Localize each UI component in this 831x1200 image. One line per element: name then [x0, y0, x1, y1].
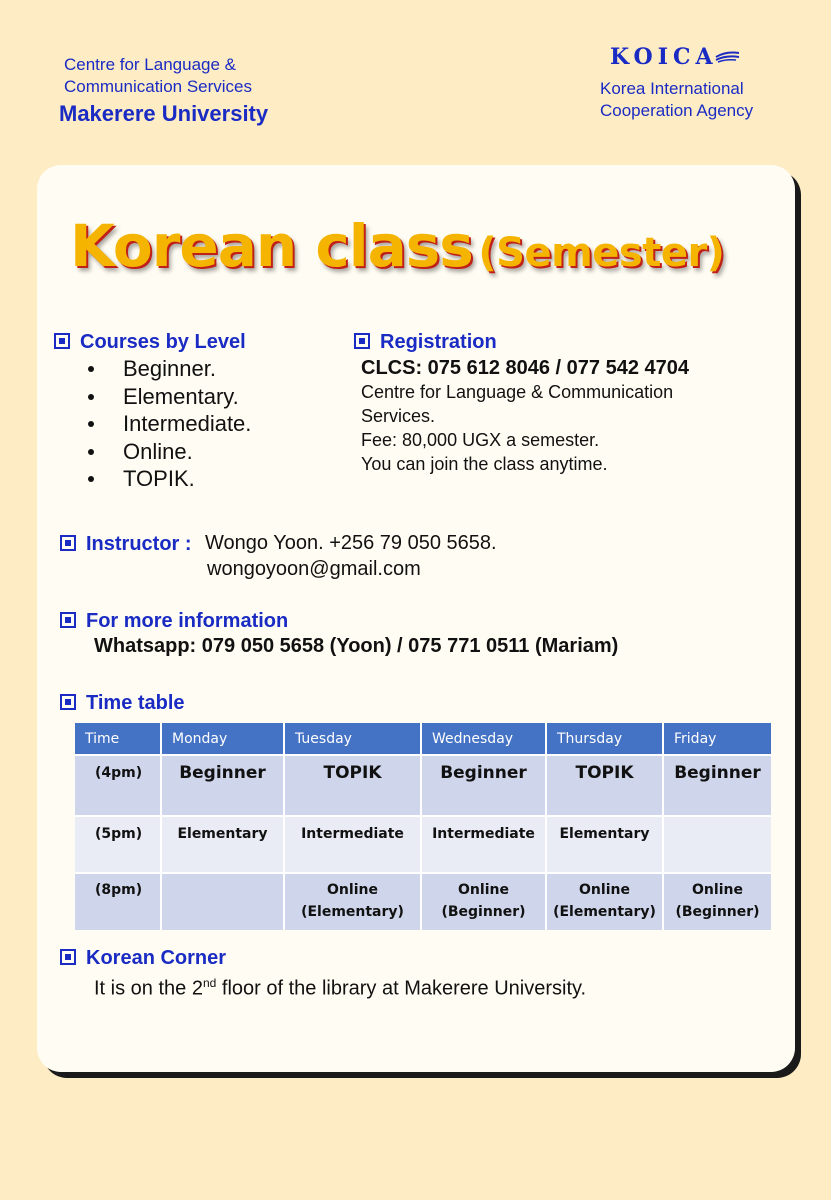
registration-join: You can join the class anytime.: [361, 454, 608, 474]
org-name-line2: Communication Services: [64, 77, 253, 96]
org-name-line1: Centre for Language &: [64, 55, 237, 74]
page-title: [70, 212, 724, 280]
time-cell: (4pm): [75, 755, 161, 816]
corner-text-before: It is on the 2: [94, 977, 203, 1000]
table-cell: [161, 873, 284, 930]
square-bullet-icon: [60, 535, 76, 551]
cell-line: (Beginner): [441, 904, 526, 920]
cell-line: Online: [458, 882, 509, 898]
registration-details: [361, 356, 689, 476]
table-cell: Intermediate: [421, 816, 546, 873]
courses-heading: [54, 330, 246, 354]
square-bullet-icon: [60, 612, 76, 628]
cell-line: (Elementary): [553, 904, 656, 920]
korean-corner-heading: [60, 946, 226, 970]
square-bullet-icon: [354, 333, 370, 349]
clcs-header: [59, 54, 269, 128]
level-item: TOPIK.: [86, 465, 251, 493]
registration-heading-text: Registration: [380, 331, 497, 353]
whatsapp-contacts: Whatsapp: 079 050 5658 (Yoon) / 075 771 0511 (Mariam): [94, 635, 619, 657]
table-cell: TOPIK: [284, 755, 421, 816]
table-cell: [546, 873, 663, 930]
timetable-heading-text: Time table: [86, 692, 185, 714]
table-cell: Elementary: [161, 816, 284, 873]
table-cell: TOPIK: [546, 755, 663, 816]
corner-text-after: floor of the library at Makerere University.: [216, 977, 587, 1000]
koica-logo-text: KOICA: [610, 44, 718, 70]
instructor-email: wongoyoon@gmail.com: [207, 558, 421, 580]
cell-line: (Beginner): [675, 904, 760, 920]
registration-fee: Fee: 80,000 UGX a semester.: [361, 430, 600, 450]
registration-heading: [354, 330, 497, 354]
square-bullet-icon: [60, 694, 76, 710]
square-bullet-icon: [54, 333, 70, 349]
table-cell: Beginner: [161, 755, 284, 816]
cell-line: Online: [692, 882, 743, 898]
cell-line: Online: [327, 882, 378, 898]
registration-line2: Services.: [361, 406, 436, 426]
table-row: [75, 755, 771, 816]
column-header-thursday: Thursday: [546, 723, 663, 755]
table-cell: Elementary: [546, 816, 663, 873]
table-row: [75, 816, 771, 873]
levels-list: [86, 355, 251, 493]
column-header-friday: Friday: [663, 723, 771, 755]
table-cell: [663, 816, 771, 873]
more-info-heading-text: For more information: [86, 610, 289, 632]
table-cell: Beginner: [663, 755, 771, 816]
table-cell: Beginner: [421, 755, 546, 816]
time-cell: (5pm): [75, 816, 161, 873]
title-main: Korean class: [70, 212, 473, 280]
registration-phone: CLCS: 075 612 8046 / 077 542 4704: [361, 357, 690, 379]
instructor-name-phone: Wongo Yoon. +256 79 050 5658.: [205, 532, 497, 554]
table-cell: [421, 873, 546, 930]
table-row: [75, 873, 771, 930]
time-cell: (8pm): [75, 873, 161, 930]
title-sub: (Semester): [478, 230, 725, 276]
column-header-tuesday: Tuesday: [284, 723, 421, 755]
table-cell: [663, 873, 771, 930]
level-item: Online.: [86, 438, 251, 466]
column-header-monday: Monday: [161, 723, 284, 755]
korean-corner-heading-text: Korean Corner: [86, 947, 227, 969]
koica-name-line1: Korea International: [600, 79, 744, 98]
koica-logo: [610, 42, 753, 72]
cell-line: (Elementary): [301, 904, 404, 920]
level-item: Beginner.: [86, 355, 251, 383]
university-name: Makerere University: [59, 101, 269, 126]
registration-line1: Centre for Language & Communication: [361, 382, 674, 402]
table-cell: Intermediate: [284, 816, 421, 873]
timetable: [75, 723, 771, 930]
table-cell: [284, 873, 421, 930]
level-item: Elementary.: [86, 383, 251, 411]
square-bullet-icon: [60, 949, 76, 965]
koica-name-line2: Cooperation Agency: [600, 101, 754, 120]
timetable-header-row: [75, 723, 771, 755]
cell-line: Online: [579, 882, 630, 898]
column-header-time: Time: [75, 723, 161, 755]
korean-corner-location: [94, 971, 586, 1002]
timetable-heading: [60, 691, 185, 715]
instructor-heading: [60, 532, 192, 556]
koica-header: [600, 42, 753, 122]
instructor-label: Instructor :: [86, 533, 192, 555]
level-item: Intermediate.: [86, 410, 251, 438]
more-info-heading: [60, 609, 288, 633]
koica-wing-icon: [714, 50, 740, 64]
column-header-wednesday: Wednesday: [421, 723, 546, 755]
corner-superscript: nd: [202, 976, 217, 990]
courses-heading-text: Courses by Level: [80, 331, 246, 353]
